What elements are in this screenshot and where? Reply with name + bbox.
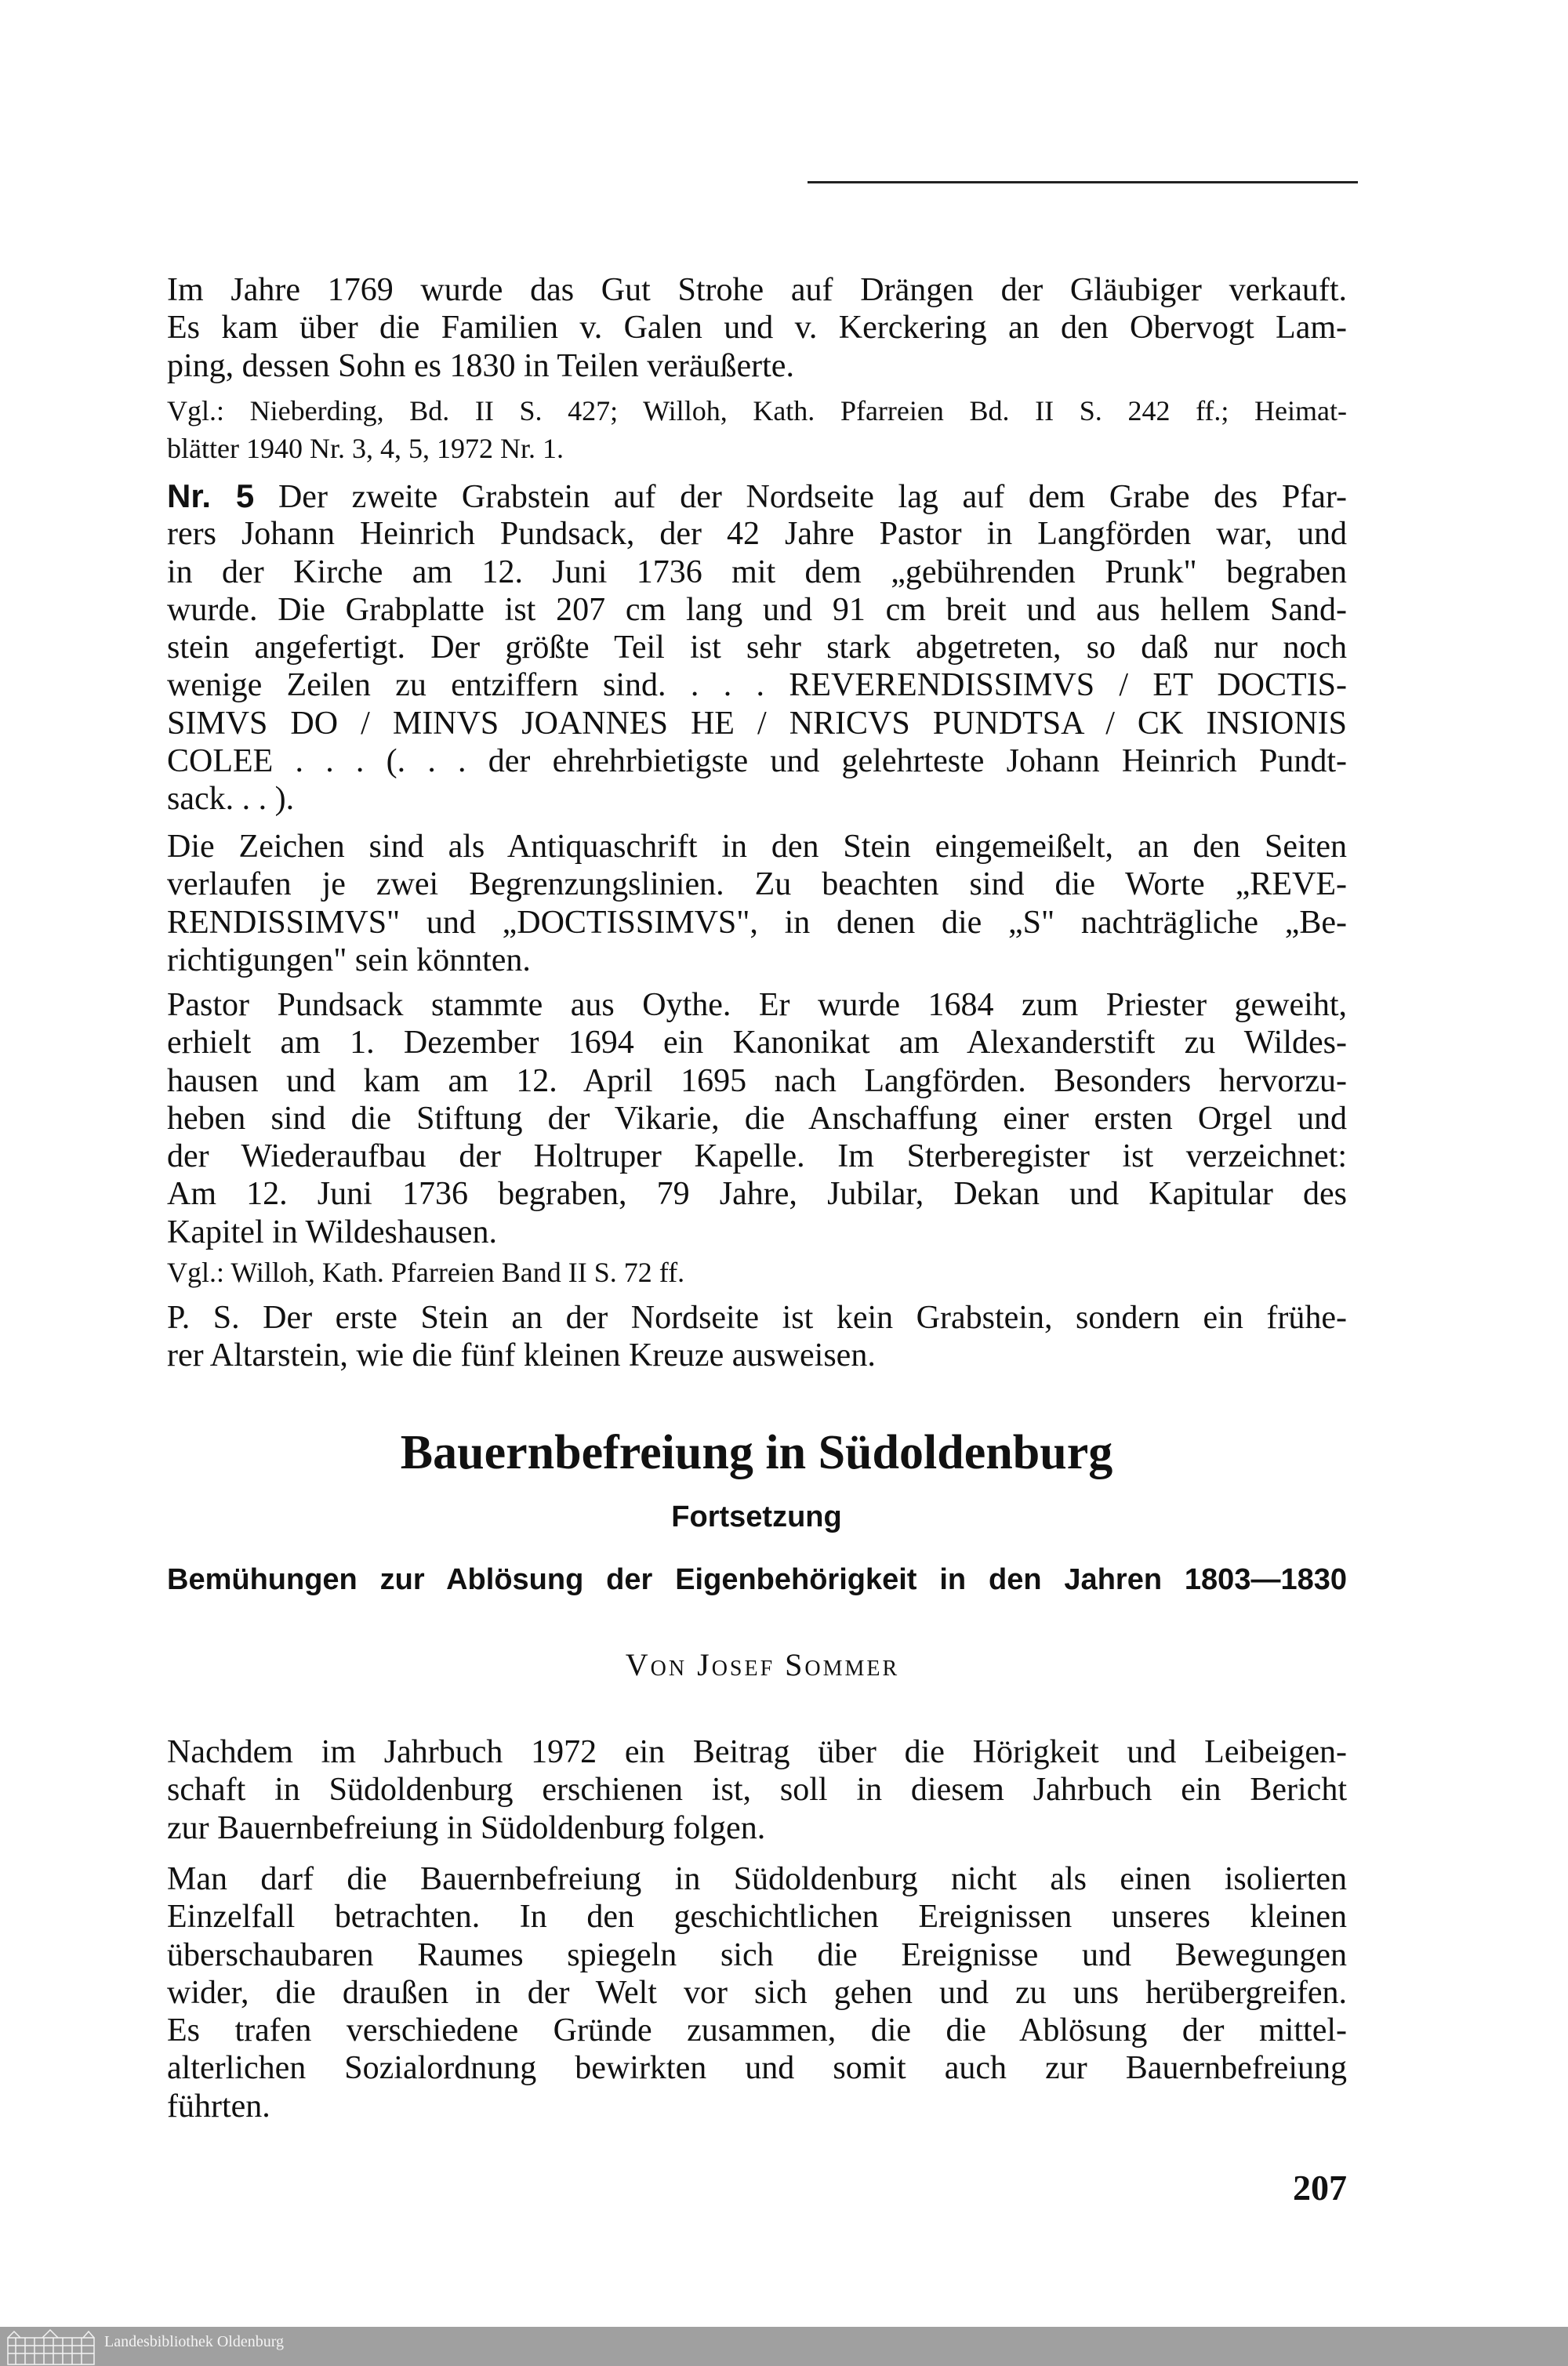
line-text: wenige Zeilen zu entziffern sind. . . . REVERENDISSIMVS / ET DOCTIS- xyxy=(167,667,1347,704)
paragraph-ps xyxy=(167,1299,1347,1375)
line-text: erhielt am 1. Dezember 1694 ein Kanonikat am Alexanderstift zu Wildes- xyxy=(167,1025,1347,1061)
line-text: hausen und kam am 12. April 1695 nach Langförden. Besonders hervorzu- xyxy=(167,1062,1347,1099)
line-text: ping, dessen Sohn es 1830 in Teilen veräußerte. xyxy=(167,347,794,384)
text-line xyxy=(167,1138,1347,1175)
text-line xyxy=(167,1974,1347,2012)
line-text: Nachdem im Jahrbuch 1972 ein Beitrag über die Hörigkeit und Leibeigen- xyxy=(167,1734,1347,1770)
line-text: Die Zeichen sind als Antiquaschrift in den Stein eingemeißelt, an den Seiten xyxy=(167,829,1347,865)
line-text: rer Altarstein, wie die fünf kleinen Kreuze ausweisen. xyxy=(167,1337,876,1374)
paragraph-nachdem xyxy=(167,1733,1347,1847)
line-text: zur Bauernbefreiung in Südoldenburg folgen. xyxy=(167,1809,766,1846)
text-line xyxy=(167,1024,1347,1061)
text-line xyxy=(167,2088,1347,2125)
article-title: Bauernbefreiung in Südoldenburg xyxy=(400,1426,1113,1479)
article-author: Von Josef Sommer xyxy=(625,1647,900,1682)
line-text: RENDISSIMVS" und „DOCTISSIMVS", in denen die „S" nachträgliche „Be- xyxy=(167,904,1347,941)
line-text: blätter 1940 Nr. 3, 4, 5, 1972 Nr. 1. xyxy=(167,433,564,465)
text-line xyxy=(167,553,1347,591)
article-subtitle: Fortsetzung xyxy=(671,1501,842,1533)
text-line xyxy=(167,1254,1347,1291)
text-line xyxy=(167,1100,1347,1138)
text-line xyxy=(167,477,1347,515)
text-line xyxy=(167,2012,1347,2049)
line-text: Es kam über die Familien v. Galen und v. Kerckering an den Obervogt Lam- xyxy=(167,310,1347,347)
line-text: richtigungen" sein könnten. xyxy=(167,942,531,978)
text-line xyxy=(167,865,1347,903)
paragraph-nr5 xyxy=(167,477,1347,818)
text-line xyxy=(167,1175,1347,1213)
text-line xyxy=(167,347,1347,385)
line-text: COLEE . . . (. . . der ehrehrbietigste und gelehrteste Johann Heinrich Pundt- xyxy=(167,743,1347,780)
text-line xyxy=(167,705,1347,742)
text-line xyxy=(167,1733,1347,1771)
line-text: führten. xyxy=(167,2088,270,2125)
text-line xyxy=(167,1062,1347,1100)
text-line xyxy=(167,591,1347,629)
line-text: wurde. Die Grabplatte ist 207 cm lang und 91 cm breit und aus hellem Sand- xyxy=(167,591,1347,628)
text-line xyxy=(167,1214,1347,1251)
text-line xyxy=(167,629,1347,666)
line-text: Vgl.: Willoh, Kath. Pfarreien Band II S. 72 ff. xyxy=(167,1257,685,1288)
line-text: SIMVS DO / MINVS JOANNES HE / NRICVS PUNDTSA / CK INSIONIS xyxy=(167,705,1347,742)
paragraph-pastor xyxy=(167,986,1347,1251)
line-text: P. S. Der erste Stein an der Nordseite ist kein Grabstein, sondern ein frühe- xyxy=(167,1300,1347,1336)
text-line xyxy=(167,1860,1347,1898)
line-text: Im Jahre 1769 wurde das Gut Strohe auf Drängen der Gläubiger verkauft. xyxy=(167,272,1347,308)
text-line xyxy=(167,271,1347,309)
line-text: Pastor Pundsack stammte aus Oythe. Er wurde 1684 zum Priester geweiht, xyxy=(167,987,1347,1023)
text-line xyxy=(167,828,1347,865)
line-text: rers Johann Heinrich Pundsack, der 42 Jahre Pastor in Langförden war, und xyxy=(167,516,1347,553)
line-text: Es trafen verschiedene Gründe zusammen, die die Ablösung der mittel- xyxy=(167,2012,1347,2049)
line-text: Kapitel in Wildeshausen. xyxy=(167,1214,497,1250)
text-line xyxy=(167,1771,1347,1809)
line-text: stein angefertigt. Der größte Teil ist sehr stark abgetreten, so daß nur noch xyxy=(167,630,1347,666)
line-text: heben sind die Stiftung der Vikarie, die Anschaffung einer ersten Orgel und xyxy=(167,1100,1347,1137)
text-line xyxy=(167,309,1347,347)
reference-1 xyxy=(167,392,1347,468)
text-line xyxy=(167,2049,1347,2087)
paragraph-man-darf xyxy=(167,1860,1347,2125)
text-line xyxy=(167,515,1347,553)
article-heading: Bemühungen zur Ablösung der Eigenbehörigkeit in den Jahren 1803—1830 xyxy=(167,1563,1347,1596)
line-text: verlaufen je zwei Begrenzungslinien. Zu beachten sind die Worte „REVE- xyxy=(167,866,1347,903)
text-line xyxy=(167,1898,1347,1936)
entry-number: Nr. 5 xyxy=(167,477,255,514)
text-line xyxy=(167,392,1347,430)
line-text: sack. . . ). xyxy=(167,781,295,818)
line-text: in der Kirche am 12. Juni 1736 mit dem „gebührenden Prunk" begraben xyxy=(167,553,1347,590)
paragraph-zeichen xyxy=(167,828,1347,979)
line-text: Einzelfall betrachten. In den geschichtlichen Ereignissen unseres kleinen xyxy=(167,1899,1347,1936)
reference-2 xyxy=(167,1254,1347,1291)
line-text: wider, die draußen in der Welt vor sich gehen und zu uns herübergreifen. xyxy=(167,1974,1347,2011)
line-text: überschaubaren Raumes spiegeln sich die Ereignisse und Bewegungen xyxy=(167,1936,1347,1973)
text-line xyxy=(167,780,1347,818)
line-text: der Wiederaufbau der Holtruper Kapelle. Im Sterberegister ist verzeichnet: xyxy=(167,1138,1347,1175)
line-text: schaft in Südoldenburg erschienen ist, soll in diesem Jahrbuch ein Bericht xyxy=(167,1772,1347,1809)
line-text: Am 12. Juni 1736 begraben, 79 Jahre, Jubilar, Dekan und Kapitular des xyxy=(167,1176,1347,1213)
text-line xyxy=(167,430,1347,467)
line-text: alterlichen Sozialordnung bewirkten und somit auch zur Bauernbefreiung xyxy=(167,2050,1347,2087)
line-text: Man darf die Bauernbefreiung in Südoldenburg nicht als einen isolierten xyxy=(167,1861,1347,1897)
text-line xyxy=(167,1337,1347,1374)
text-line xyxy=(167,666,1347,704)
library-building-logo xyxy=(5,2328,97,2366)
header-rule xyxy=(808,181,1358,183)
text-line xyxy=(167,1936,1347,1974)
text-line xyxy=(167,742,1347,780)
text-line xyxy=(167,1299,1347,1337)
text-line xyxy=(167,942,1347,979)
footer-bar xyxy=(0,2327,1568,2366)
line-text: Vgl.: Nieberding, Bd. II S. 427; Willoh, Kath. Pfarreien Bd. II S. 242 ff.; Heimat- xyxy=(167,395,1347,426)
library-name: Landesbibliothek Oldenburg xyxy=(104,2333,285,2350)
text-line xyxy=(167,986,1347,1024)
text-line xyxy=(167,1809,1347,1847)
page-number: 207 xyxy=(1293,2168,1347,2208)
line-text: Der zweite Grabstein auf der Nordseite lag auf dem Grabe des Pfar- xyxy=(254,479,1347,515)
paragraph-strohe xyxy=(167,271,1347,385)
text-line xyxy=(167,904,1347,942)
